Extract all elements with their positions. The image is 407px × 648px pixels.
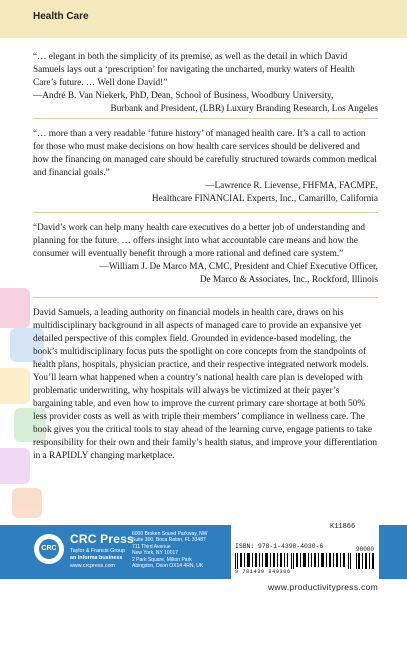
publisher-name: CRC Press <box>70 532 134 546</box>
address-line: Abingdon, Oxon OX14 4RN, UK <box>132 563 204 570</box>
divider <box>33 297 378 298</box>
endorsement-3 <box>33 222 378 287</box>
address-line: 2 Park Square, Milton Park <box>132 556 192 563</box>
endorsement-attribution: Healthcare FINANCIAL Experts, Inc., Camarillo, California <box>151 194 378 204</box>
logo-text: CRC <box>39 539 59 559</box>
barcode-area <box>231 521 379 579</box>
price-barcode-icon <box>356 553 376 569</box>
category-label: Health Care <box>33 11 89 22</box>
book-code: K11866 <box>330 523 356 531</box>
barcode-icon <box>235 553 353 569</box>
address-line: New York, NY 10017 <box>132 550 179 557</box>
publisher-website[interactable]: www.crcpress.com <box>70 563 115 569</box>
address-line: 711 Third Avenue <box>132 543 171 550</box>
endorsement-quote: “… more than a very readable ‘future history’ of managed health care. It’s a call to action for those who must make decisions on how health care services should be delivered and how the financing on managed care should be carefully structured towards common medical and financial goals.” <box>33 129 377 178</box>
divider <box>33 118 378 119</box>
isbn-text: ISBN: 978-1-4398-4030-6 <box>235 543 324 550</box>
publisher-group: Taylor & Francis Group <box>70 548 126 554</box>
address-line: 6000 Broken Sound Parkway, NW <box>132 531 208 537</box>
endorsement-1 <box>33 51 378 116</box>
barcode-digits: 9 781439 840306 <box>235 569 291 575</box>
endorsement-attribution: De Marco & Associates, Inc., Rockford, Illinois <box>199 275 378 285</box>
endorsement-2 <box>33 128 378 206</box>
address-line: Suite 300, Boca Raton, FL 33487 <box>132 537 206 544</box>
endorsement-quote: “David’s work can help many health care executives do a better job of understanding and planning for the future. … offers insight into what accountable care means and how the consumer will eventually benefit through a more rational and defined care system.” <box>33 223 365 259</box>
endorsement-attribution: Burbank and President, (LBR) Luxury Branding Research, Los Angeles <box>110 104 378 114</box>
description-text: David Samuels, a leading authority on financial models in health care, draws on his multidisciplinary background in all aspects of managed care to provide an expansive yet detailed perspective of this complex field. Grounded in evidence-based modeling, the book’s multidisciplinary focus puts the spotlight on core concepts from the standpoints of health plans, hospitals, physician practice, and their respective integrated network models. You’ll learn what happened when a country’s national health care plan is developed with problematic underwriting, why hospitals will always be victimized at their payer’s bargaining table, and even how to improve the current primary care shortage at both 50% less provider costs as well as with triple their members’ compliance in wellness care. The book gives you the critical tools to stay ahead of the learning curve, engage patients to take responsibility for their own and their family’s health status, and improve your differentiation in a RAPIDLY changing marketplace. <box>33 308 377 461</box>
endorsement-attribution: —Lawrence R. Lievense, FHFMA, FACMPE, <box>205 181 378 191</box>
endorsement-attribution: —William J. De Marco MA, CMC, President and Chief Executive Officer, <box>99 262 378 272</box>
crc-logo-icon <box>34 534 64 564</box>
book-description <box>33 307 378 463</box>
price-code: 90000 <box>356 546 375 553</box>
publisher-addresses <box>132 531 227 569</box>
header-band <box>0 0 407 38</box>
publisher-url-link[interactable]: www.productivitypress.com <box>267 582 378 592</box>
publisher-business: an informa business <box>70 555 123 561</box>
endorsement-attribution: —André B. Van Niekerk, PhD, Dean, School of Business, Woodbury University, <box>33 91 334 101</box>
endorsement-quote: “… elegant in both the simplicity of its premise, as well as the detail in which David Samuels lays out a ‘prescription’ for navigating the uncharted, murky waters of Health Care’s future. … Well done David!” <box>33 52 355 88</box>
divider <box>33 212 378 213</box>
